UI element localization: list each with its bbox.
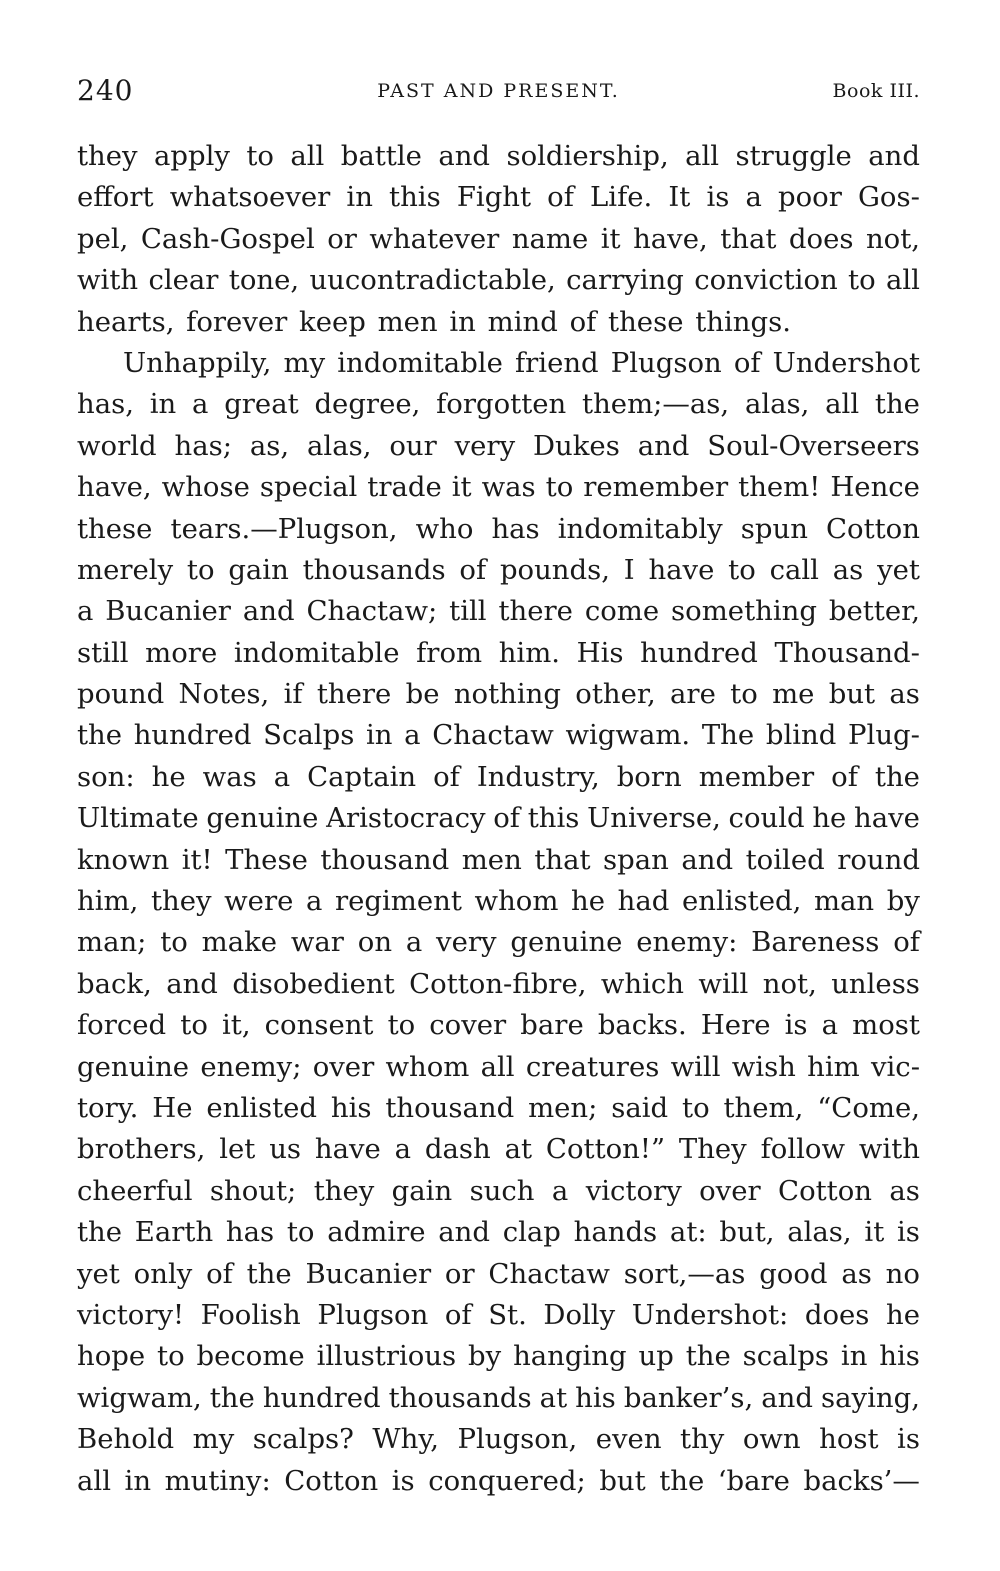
paragraph bbox=[77, 136, 920, 343]
text-line: known it! These thousand men that span and toiled round bbox=[77, 843, 920, 876]
text-line: these tears.—Plugson, who has indomitably spun Cotton bbox=[77, 512, 920, 545]
text-line: genuine enemy; over whom all creatures will wish him vic- bbox=[77, 1050, 920, 1083]
text-line: the Earth has to admire and clap hands at: but, alas, it is bbox=[77, 1216, 920, 1249]
text-line: merely to gain thousands of pounds, I have to call as yet bbox=[77, 553, 920, 586]
text-line: tory. He enlisted his thousand men; said to them, “Come, bbox=[77, 1091, 920, 1124]
text-line: brothers, let us have a dash at Cotton!” They follow with bbox=[77, 1133, 920, 1166]
text-line: cheerful shout; they gain such a victory over Cotton as bbox=[77, 1174, 920, 1207]
text-line: still more indomitable from him. His hundred Thousand- bbox=[77, 636, 920, 669]
body-text bbox=[77, 136, 920, 1502]
text-line: hearts, forever keep men in mind of these things. bbox=[77, 305, 791, 338]
text-line: with clear tone, uucontradictable, carrying conviction to all bbox=[77, 264, 920, 297]
text-line: all in mutiny: Cotton is conquered; but the ‘bare backs’— bbox=[77, 1464, 920, 1497]
text-line: forced to it, consent to cover bare backs. Here is a most bbox=[77, 1009, 920, 1042]
text-line: they apply to all battle and soldiership, all struggle and bbox=[77, 140, 920, 172]
text-line: Behold my scalps? Why, Plugson, even thy own host is bbox=[77, 1423, 920, 1456]
text-line: pel, Cash-Gospel or whatever name it have, that does not, bbox=[77, 222, 920, 255]
paragraph bbox=[77, 343, 920, 1502]
text-line: son: he was a Captain of Industry, born member of the bbox=[77, 760, 920, 793]
page-number: 240 bbox=[77, 74, 134, 107]
text-line: world has; as, alas, our very Dukes and Soul-Overseers bbox=[77, 429, 920, 462]
page-header bbox=[77, 74, 920, 114]
running-title: PAST AND PRESENT. bbox=[377, 80, 620, 102]
text-line: have, whose special trade it was to remember them! Hence bbox=[77, 471, 920, 504]
text-line: victory! Foolish Plugson of St. Dolly Undershot: does he bbox=[77, 1298, 920, 1331]
text-line: man; to make war on a very genuine enemy: Bareness of bbox=[77, 926, 920, 959]
text-line: Ultimate genuine Aristocracy of this Universe, could he have bbox=[77, 802, 920, 835]
text-line: wigwam, the hundred thousands at his banker’s, and saying, bbox=[77, 1381, 920, 1414]
text-line: Unhappily, my indomitable friend Plugson of Undershot bbox=[123, 346, 920, 379]
text-line: a Bucanier and Chactaw; till there come something better, bbox=[77, 595, 920, 628]
text-line: the hundred Scalps in a Chactaw wigwam. The blind Plug- bbox=[77, 719, 920, 752]
text-line: pound Notes, if there be nothing other, are to me but as bbox=[77, 678, 920, 711]
text-line: yet only of the Bucanier or Chactaw sort,—as good as no bbox=[77, 1257, 920, 1290]
text-line: him, they were a regiment whom he had enlisted, man by bbox=[77, 885, 920, 918]
book-label: Book III. bbox=[832, 80, 920, 102]
text-line: back, and disobedient Cotton-fibre, which will not, unless bbox=[77, 967, 920, 1000]
text-line: hope to become illustrious by hanging up the scalps in his bbox=[77, 1340, 920, 1373]
text-line: has, in a great degree, forgotten them;—as, alas, all the bbox=[77, 388, 920, 421]
text-line: effort whatsoever in this Fight of Life. It is a poor Gos- bbox=[77, 181, 920, 214]
